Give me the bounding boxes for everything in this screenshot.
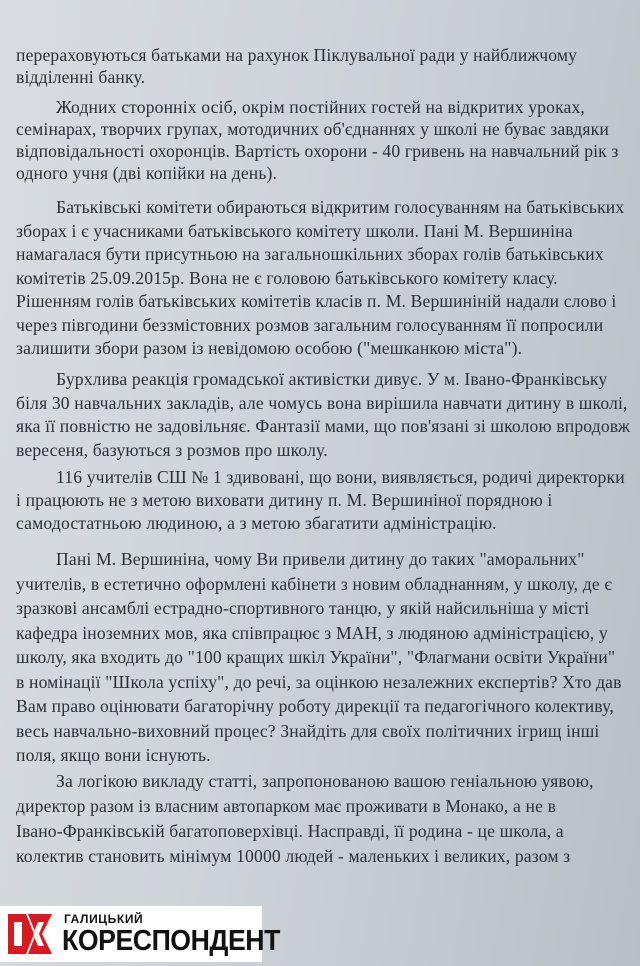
paragraph-line: відділенні банку. <box>16 67 146 87</box>
paragraph-line: поля, якщо вони існують. <box>16 745 211 765</box>
paragraph-line: через півгодини беззмістовних розмов загальним голосуванням її попросили <box>16 314 604 335</box>
paragraph-line: кафедра іноземних мов, яка співпрацює з МАН, з людяною адміністрацією, у <box>16 622 608 643</box>
paragraph-line: яка її повністю не задовільняє. Фантазії мами, що пов'язані зі школою впродовж <box>16 416 631 436</box>
galician-correspondent-logo-mark <box>4 910 56 958</box>
paragraph-line: зразкові ансамблі естрадно-спортивного танцю, у якій найсильніша у місті <box>16 598 590 618</box>
paragraph-line: комітетів 25.09.2015р. Вона не є головою батьківського комітету класу. <box>16 267 558 288</box>
paragraph-line: відповідальності охоронців. Вартість охорони - 40 гривень на навчальний рік з <box>16 141 619 161</box>
paragraph-line: перераховуються батьками на рахунок Піклувальної ради у найближчому <box>16 45 578 65</box>
paragraph-line: семінарах, творчих групах, мотодичних об'єднаннях у школі не буває завдяки <box>16 119 609 139</box>
paragraph-line: колектив становить мінімум 10000 людей - маленьких і великих, разом з <box>16 846 571 866</box>
paragraph-line: Пані М. Вершиніна, чому Ви привели дитину до таких "аморальних" <box>56 549 585 569</box>
paragraph-line: Вам право оцінювати багаторічну роботу дирекції та педагогічного колективу, <box>16 696 614 716</box>
watermark-logo <box>0 906 280 962</box>
paragraph-line: За логікою викладу статті, запропонованою вашою геніальною уявою, <box>56 771 594 791</box>
paragraph-line: в номінації "Школа успіху", до речі, за оцінкою незалежних експертів? Хто дав <box>16 671 622 692</box>
paragraph-line: весь навчально-виховний процес? Знайдіть для своїх політичних ігрищ інші <box>16 720 600 741</box>
paragraph-line: Івано-Франківській багатоповерхівці. Насправді, її родина - це школа, а <box>16 821 564 841</box>
paragraph-line: намагалася бути присутньою на загальношкільних зборах голів батьківських <box>16 244 604 264</box>
paragraph-line: учителів, в естетично оформлені кабінети з новим обладнанням, у школу, де є <box>16 573 613 594</box>
paragraph-line: одного учня (дві копійки на день). <box>16 163 278 183</box>
watermark-top-text: ГАЛИЦЬКИЙ <box>64 912 144 926</box>
paragraph-line: самодостатньою людиною, а з метою збагатити адміністрацію. <box>16 513 497 533</box>
paragraph-line: і працюють не з метою виховати дитину п. М. Вершиніної порядною і <box>16 490 553 510</box>
paragraph-line: Жодних сторонніх осіб, окрім постійних гостей на відкритих уроках, <box>56 97 585 117</box>
paragraph-line: Батьківські комітети обираються відкритим голосуванням на батьківських <box>56 197 625 217</box>
paragraph-line: біля 30 навчальних закладів, але чомусь вона вирішила навчати дитину в школі, <box>16 392 628 413</box>
paragraph-line: вересеня, базуються з розмов про школу. <box>16 439 328 460</box>
paragraph-line: школу, яка входить до "100 кращих шкіл України", "Флагмани освіти України" <box>16 647 616 667</box>
watermark-bottom-text: КОРЕСПОНДЕНТ <box>62 925 280 957</box>
paragraph-line: директор разом із власним автопарком має проживати в Монако, а не в <box>16 796 557 816</box>
watermark-wordmark <box>62 910 280 958</box>
paragraph-line: залишити збори разом із невідомою особою ("мешканкою міста"). <box>16 338 523 358</box>
paragraph-line: зборах і є учасниками батьківського комітету школи. Пані М. Вершиніна <box>16 220 573 241</box>
paragraph-line: Рішенням голів батьківських комітетів класів п. М. Вершиніній надали слово і <box>16 291 617 311</box>
paragraph-line: 116 учителів СШ № 1 здивовані, що вони, виявляється, родичі директорки <box>56 467 625 487</box>
paragraph-line: Бурхлива реакція громадської активістки дивує. У м. Івано-Франківську <box>56 369 608 389</box>
